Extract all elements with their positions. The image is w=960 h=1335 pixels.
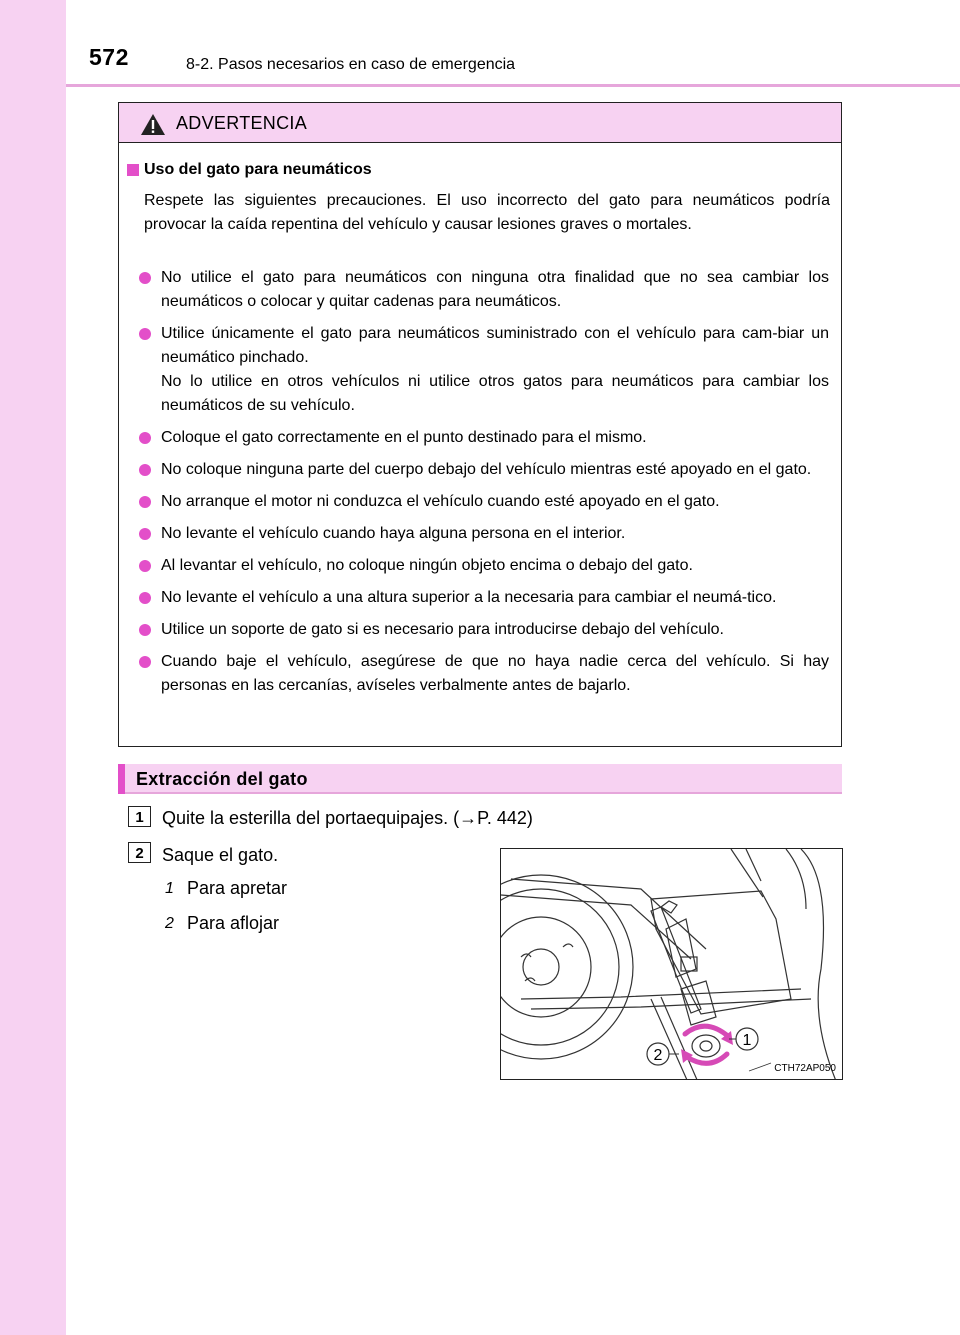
jack-illustration (500, 848, 843, 1080)
round-bullet-icon (139, 656, 151, 668)
sub-step-number-2: 2 (165, 915, 174, 932)
warning-title: ADVERTENCIA (176, 113, 307, 133)
section-accent-bar (118, 764, 125, 794)
list-item: Al levantar el vehículo, no coloque ningún objeto encima o debajo del gato. (139, 554, 829, 578)
round-bullet-icon (139, 272, 151, 284)
list-item: Coloque el gato correctamente en el punto destinado para el mismo. (139, 426, 829, 450)
warning-intro: Respete las siguientes precauciones. El uso incorrecto del gato para neumáticos podría provocar la caída repentina del vehículo y causar lesiones graves o mortales. (144, 192, 830, 233)
warning-bullet-list (139, 266, 829, 706)
warning-subtitle: Uso del gato para neumáticos (144, 161, 372, 178)
round-bullet-icon (139, 496, 151, 508)
page-number: 572 (89, 44, 129, 70)
sub-step-text-1: Para apretar (187, 878, 288, 898)
step-number-1: 1 (128, 806, 151, 827)
warning-box (118, 102, 842, 747)
square-bullet-icon (127, 164, 139, 176)
left-margin-band (0, 0, 66, 1335)
list-item: No levante el vehículo cuando haya alguna persona en el interior. (139, 522, 829, 546)
step-number-2: 2 (128, 842, 151, 863)
warning-triangle-icon (140, 113, 166, 136)
figure-code: CTH72AP050 (774, 1063, 836, 1074)
callout-2: 2 (653, 1047, 663, 1064)
round-bullet-icon (139, 464, 151, 476)
jack-drawing (501, 849, 843, 1080)
round-bullet-icon (139, 328, 151, 340)
round-bullet-icon (139, 560, 151, 572)
list-item: Utilice únicamente el gato para neumáticos suministrado con el vehículo para cam-biar un neumático pinchado. No lo utilice en otros vehículos ni utilice otros gatos para neumáticos para cambiar los neumáticos de su vehículo. (139, 322, 829, 418)
extraction-header (118, 764, 842, 794)
callout-1: 1 (742, 1032, 752, 1049)
list-item: Cuando baje el vehículo, asegúrese de que no haya nadie cerca del vehículo. Si hay personas en las cercanías, avíseles verbalmente antes de bajarlo. (139, 650, 829, 698)
step-text-1: Quite la esterilla del portaequipajes. (→P. 442) (162, 808, 533, 828)
list-item: No arranque el motor ni conduzca el vehículo cuando esté apoyado en el gato. (139, 490, 829, 514)
header-rule (66, 84, 960, 87)
section-title: 8-2. Pasos necesarios en caso de emergencia (186, 56, 516, 73)
list-item: No utilice el gato para neumáticos con ninguna otra finalidad que no sea cambiar los neumáticos o colocar y quitar cadenas para neumáticos. (139, 266, 829, 314)
sub-step-number-1: 1 (165, 880, 174, 897)
step-text-2: Saque el gato. (162, 845, 279, 865)
extraction-title: Extracción del gato (136, 769, 308, 789)
list-item: No levante el vehículo a una altura superior a la necesaria para cambiar el neumá-tico. (139, 586, 829, 610)
round-bullet-icon (139, 432, 151, 444)
round-bullet-icon (139, 592, 151, 604)
round-bullet-icon (139, 624, 151, 636)
round-bullet-icon (139, 528, 151, 540)
warning-header (119, 103, 841, 143)
list-item: No coloque ninguna parte del cuerpo debajo del vehículo mientras esté apoyado en el gato. (139, 458, 829, 482)
list-item: Utilice un soporte de gato si es necesario para introducirse debajo del vehículo. (139, 618, 829, 642)
sub-step-text-2: Para aflojar (187, 913, 280, 933)
